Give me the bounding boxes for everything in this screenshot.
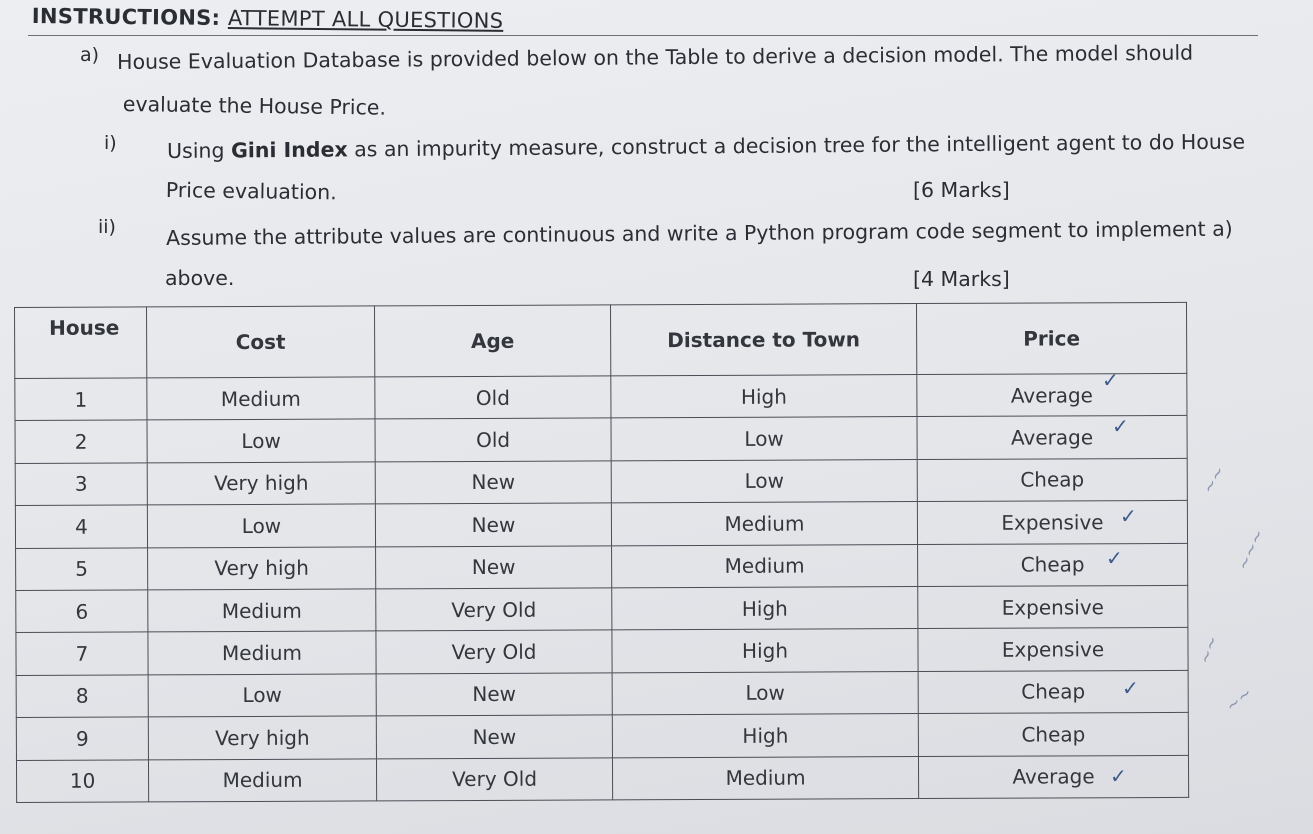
cell-cost: Very high	[147, 462, 375, 505]
question-ii-line2: above.	[165, 266, 235, 290]
header-rule	[28, 35, 1258, 36]
cell-distance: Medium	[612, 756, 918, 800]
cell-price: Cheap	[917, 458, 1187, 502]
cell-cost: Medium	[148, 758, 376, 801]
cell-price: Average	[917, 416, 1187, 460]
cell-house: 3	[15, 463, 147, 506]
question-i-marks: [6 Marks]	[913, 178, 1010, 202]
question-i-pre: Using	[167, 138, 232, 163]
house-evaluation-table	[14, 302, 1189, 803]
cell-price: Average	[918, 755, 1188, 799]
header-price: Price	[916, 302, 1186, 374]
handwritten-scribble: ~~	[1198, 462, 1231, 498]
checkmark-icon: ✓	[1122, 676, 1139, 700]
cell-house: 8	[16, 675, 148, 718]
table-row	[15, 458, 1187, 506]
cell-price: Expensive	[918, 628, 1188, 672]
cell-age: New	[375, 503, 611, 546]
handwritten-scribble: ~~~	[1233, 526, 1270, 574]
instructions-label: INSTRUCTIONS:	[31, 4, 221, 30]
cell-age: Very Old	[376, 630, 612, 673]
question-i-post: as an impurity measure, construct a decision tree for the intelligent agent to do House	[347, 129, 1246, 162]
table-row	[16, 713, 1188, 761]
question-ii-marks: [4 Marks]	[913, 267, 1010, 291]
cell-cost: Very high	[148, 546, 376, 589]
table-row	[16, 628, 1188, 676]
cell-price: Cheap	[918, 670, 1188, 714]
header-age: Age	[374, 305, 610, 377]
cell-age: Very Old	[376, 757, 612, 801]
cell-distance: Low	[611, 459, 917, 503]
checkmark-icon: ✓	[1120, 504, 1137, 528]
cell-cost: Very high	[148, 716, 376, 759]
cell-age: New	[375, 461, 611, 504]
cell-price: Expensive	[918, 585, 1188, 629]
cell-distance: High	[611, 375, 917, 419]
cell-distance: Low	[612, 671, 918, 715]
cell-age: New	[376, 545, 612, 588]
cell-distance: High	[612, 629, 918, 673]
instructions-text: ATTEMPT ALL QUESTIONS	[227, 6, 504, 33]
cell-distance: Low	[611, 417, 917, 461]
question-ii-line1: Assume the attribute values are continuous and write a Python program code segment to implement a)	[166, 216, 1233, 250]
handwritten-scribble: ~~	[1194, 633, 1224, 667]
instructions-heading	[32, 4, 504, 33]
question-a-marker: a)	[80, 44, 100, 66]
handwritten-scribble: ~~	[1221, 683, 1257, 717]
cell-cost: Medium	[147, 377, 375, 420]
cell-house: 1	[15, 378, 147, 421]
cell-house: 2	[15, 420, 147, 463]
table-row	[15, 373, 1187, 421]
checkmark-icon: ✓	[1112, 414, 1129, 438]
table-row	[15, 416, 1187, 464]
cell-cost: Low	[148, 674, 376, 717]
header-distance: Distance to Town	[610, 304, 916, 376]
cell-house: 7	[16, 632, 148, 675]
cell-house: 6	[16, 590, 148, 633]
question-a-line1: House Evaluation Database is provided below on the Table to derive a decision model. The model should	[117, 40, 1194, 74]
cell-age: Very Old	[376, 588, 612, 631]
cell-age: Old	[375, 376, 611, 419]
cell-distance: High	[612, 714, 918, 758]
question-i-line2: Price evaluation.	[165, 178, 337, 205]
cell-cost: Medium	[148, 631, 376, 674]
question-i-bold: Gini Index	[230, 137, 348, 163]
table-row	[16, 670, 1188, 718]
cell-house: 10	[16, 759, 148, 802]
checkmark-icon: ✓	[1102, 368, 1119, 392]
cell-distance: Medium	[611, 502, 917, 546]
cell-house: 5	[16, 547, 148, 590]
table-row	[16, 755, 1188, 803]
cell-distance: Medium	[612, 544, 918, 588]
checkmark-icon: ✓	[1110, 764, 1127, 788]
cell-cost: Medium	[148, 589, 376, 632]
cell-price: Average	[917, 373, 1187, 417]
table-row	[15, 501, 1187, 549]
cell-house: 9	[16, 717, 148, 760]
table-row	[16, 585, 1188, 633]
question-i-marker: i)	[104, 132, 117, 154]
table-row	[16, 543, 1188, 591]
question-ii-marker: ii)	[98, 216, 116, 238]
cell-age: Old	[375, 418, 611, 461]
cell-distance: High	[612, 587, 918, 631]
checkmark-icon: ✓	[1106, 546, 1123, 570]
cell-cost: Low	[147, 504, 375, 547]
cell-cost: Low	[147, 419, 375, 462]
question-i-line1	[167, 130, 1245, 163]
cell-age: New	[376, 715, 612, 758]
cell-price: Expensive	[917, 501, 1187, 545]
cell-price: Cheap	[918, 543, 1188, 587]
table-header-row	[15, 302, 1187, 378]
header-house: House	[15, 307, 147, 379]
cell-house: 4	[15, 505, 147, 548]
header-cost: Cost	[147, 306, 375, 378]
question-a-line2: evaluate the House Price.	[122, 92, 387, 120]
cell-price: Cheap	[918, 713, 1188, 757]
cell-age: New	[376, 673, 612, 716]
